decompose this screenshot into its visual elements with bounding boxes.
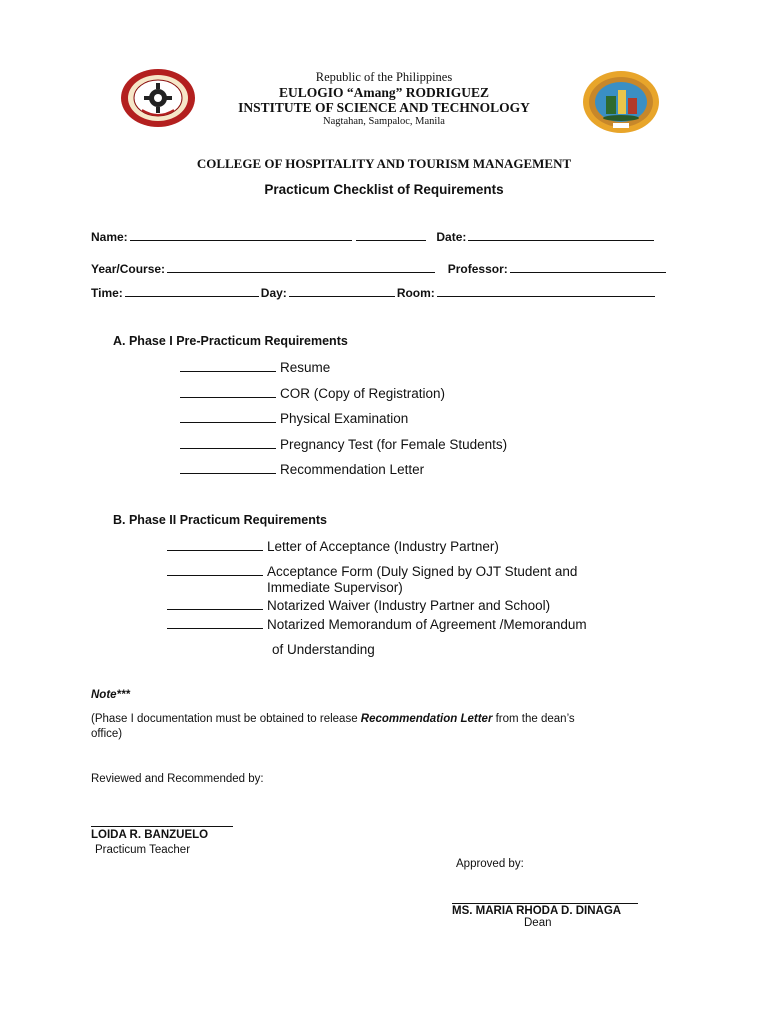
checklist-item xyxy=(167,597,550,613)
checkbox-blank[interactable] xyxy=(167,616,263,629)
note-text-line2: office) xyxy=(91,728,123,740)
checkbox-blank[interactable] xyxy=(167,597,263,610)
note-text xyxy=(91,713,691,725)
checkbox-blank[interactable] xyxy=(180,461,276,474)
school-name-line1: EULOGIO “Amang” RODRIGUEZ xyxy=(278,85,490,100)
year-course-label: Year/Course: xyxy=(91,262,166,276)
time-blank[interactable] xyxy=(125,285,259,297)
item-label-continuation: of Understanding xyxy=(272,642,375,657)
time-label: Time: xyxy=(91,286,123,300)
approved-label: Approved by: xyxy=(456,858,524,870)
professor-label: Professor: xyxy=(447,262,508,276)
checklist-item xyxy=(180,359,330,375)
room-label: Room: xyxy=(396,286,435,300)
item-label: Notarized Waiver (Industry Partner and School) xyxy=(267,598,551,613)
item-label: Resume xyxy=(280,360,331,375)
item-label: Acceptance Form (Duly Signed by OJT Student and xyxy=(267,564,578,579)
item-label: Letter of Acceptance (Industry Partner) xyxy=(267,539,499,554)
item-label: Recommendation Letter xyxy=(280,462,425,477)
day-label: Day: xyxy=(260,286,287,300)
checkbox-blank[interactable] xyxy=(180,359,276,372)
checklist-item xyxy=(180,461,424,477)
phase1-heading: A. Phase I Pre-Practicum Requirements xyxy=(113,334,348,348)
school-name-line2: INSTITUTE OF SCIENCE AND TECHNOLOGY xyxy=(238,100,530,115)
checkbox-blank[interactable] xyxy=(167,538,263,551)
checkbox-blank[interactable] xyxy=(180,436,276,449)
note-text-before: (Phase I documentation must be obtained to release xyxy=(91,713,361,725)
name-blank[interactable] xyxy=(130,229,352,241)
checklist-item xyxy=(180,385,445,401)
checklist-item xyxy=(167,538,499,554)
note-text-emphasis: Recommendation Letter xyxy=(360,713,493,725)
checkbox-blank[interactable] xyxy=(180,385,276,398)
college-title: COLLEGE OF HOSPITALITY AND TOURISM MANAGEMENT xyxy=(196,156,572,171)
field-row-time-day-room xyxy=(91,285,657,300)
school-address: Nagtahan, Sampaloc, Manila xyxy=(323,116,445,127)
teacher-title: Practicum Teacher xyxy=(95,844,191,856)
item-label: Notarized Memorandum of Agreement /Memorandum xyxy=(267,617,587,632)
teacher-signature-line[interactable] xyxy=(91,826,233,827)
room-blank[interactable] xyxy=(437,285,655,297)
phase2-heading: B. Phase II Practicum Requirements xyxy=(113,513,327,527)
republic-line: Republic of the Philippines xyxy=(315,70,453,84)
item-label: Physical Examination xyxy=(280,411,409,426)
checklist-item xyxy=(167,616,587,632)
name-blank-extra[interactable] xyxy=(356,229,426,241)
checklist-item xyxy=(180,410,408,426)
checkbox-blank[interactable] xyxy=(180,410,276,423)
day-blank[interactable] xyxy=(289,285,395,297)
teacher-name: LOIDA R. BANZUELO xyxy=(91,829,209,841)
year-course-blank[interactable] xyxy=(167,261,435,273)
date-blank[interactable] xyxy=(468,229,654,241)
reviewed-label: Reviewed and Recommended by: xyxy=(91,773,264,785)
checklist-item xyxy=(180,436,507,452)
right-seal-logo xyxy=(582,70,660,134)
page-title: Practicum Checklist of Requirements xyxy=(264,182,504,197)
item-label: Pregnancy Test (for Female Students) xyxy=(280,437,508,452)
professor-blank[interactable] xyxy=(510,261,666,273)
checkbox-blank[interactable] xyxy=(167,563,263,576)
dean-signature-line[interactable] xyxy=(452,903,638,904)
name-label: Name: xyxy=(91,230,128,244)
date-label: Date: xyxy=(436,230,467,244)
item-label: COR (Copy of Registration) xyxy=(280,386,446,401)
dean-name: MS. MARIA RHODA D. DINAGA xyxy=(452,905,622,917)
note-text-after: from the dean’s xyxy=(492,713,575,725)
field-row-year-professor xyxy=(91,261,668,276)
item-label-continuation: Immediate Supervisor) xyxy=(267,580,403,595)
note-label: Note*** xyxy=(91,689,130,701)
checklist-item xyxy=(167,563,577,579)
dean-title: Dean xyxy=(524,917,552,929)
field-row-name-date xyxy=(91,229,656,244)
